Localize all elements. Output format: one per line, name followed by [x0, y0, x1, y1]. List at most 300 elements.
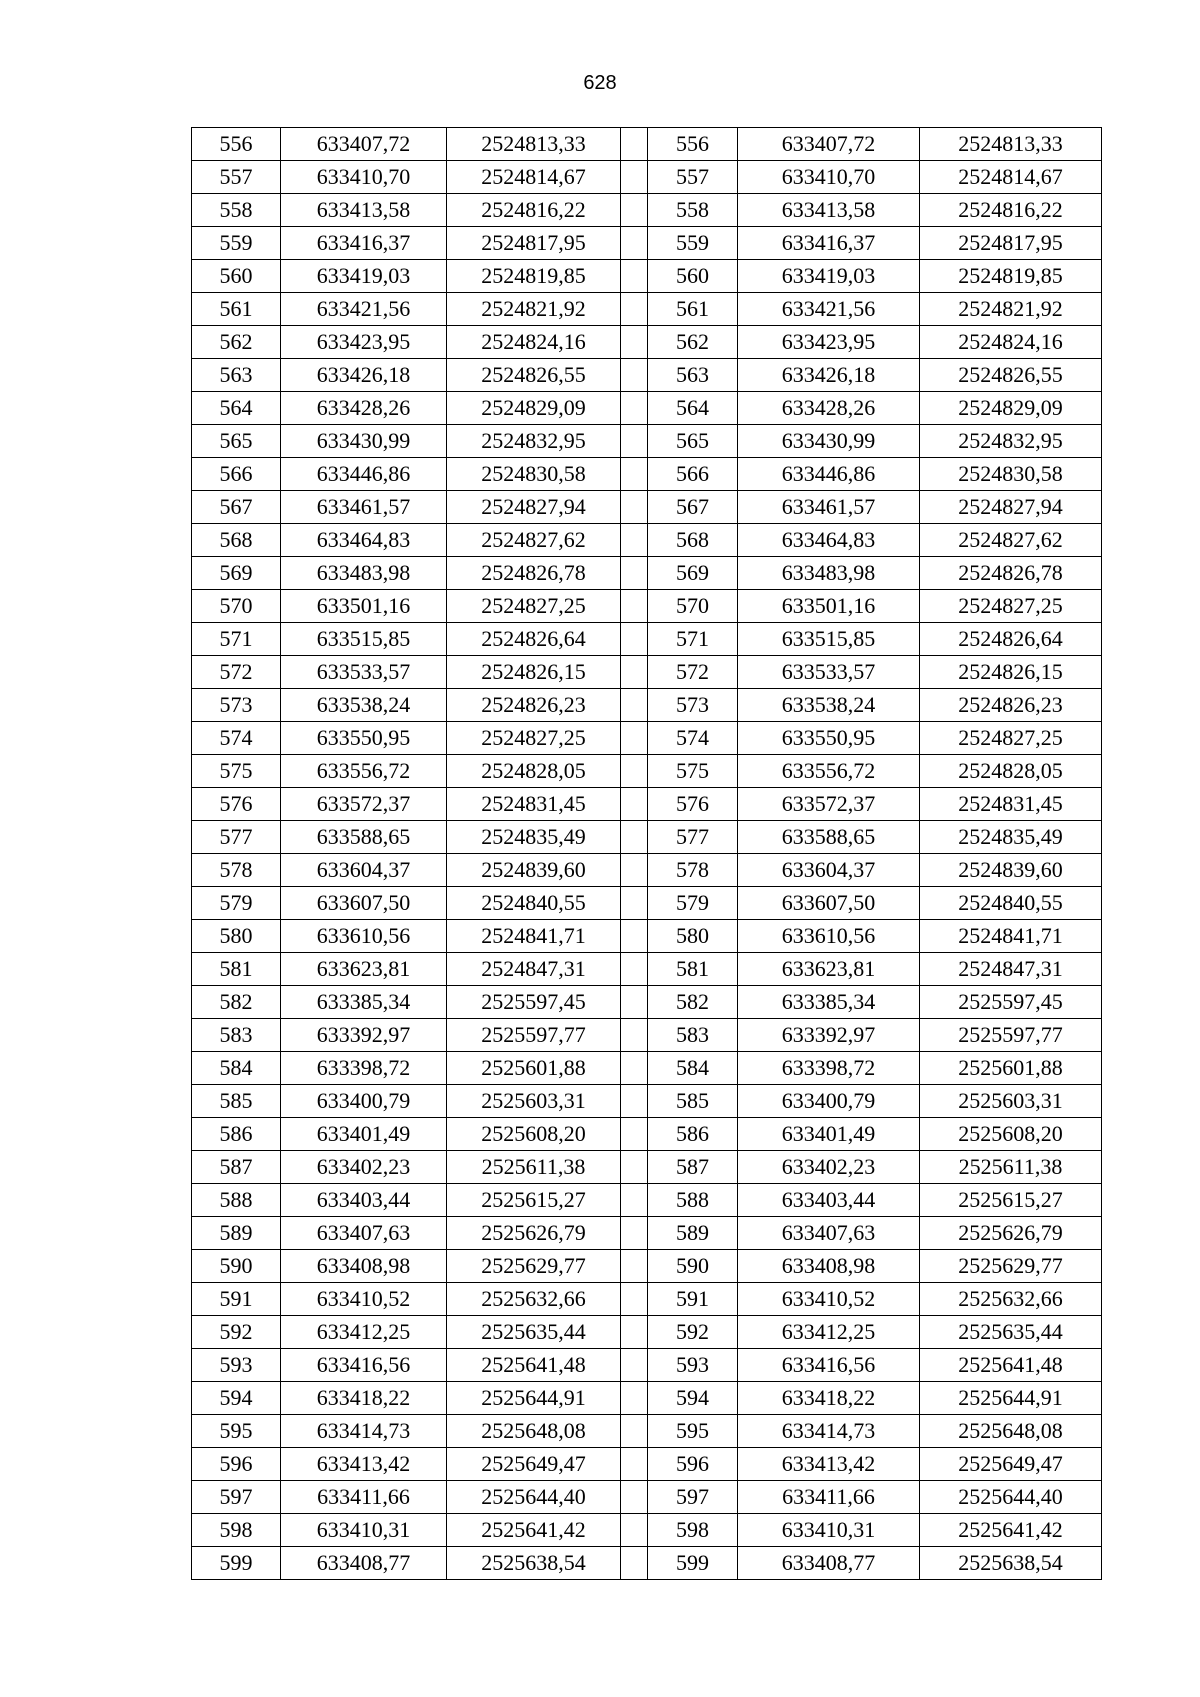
y-coordinate-left: 2524814,67 — [447, 161, 621, 194]
table-row — [192, 854, 1102, 887]
point-number-right: 573 — [648, 689, 738, 722]
x-coordinate-left: 633556,72 — [281, 755, 447, 788]
table-row — [192, 1019, 1102, 1052]
point-number-right: 589 — [648, 1217, 738, 1250]
point-number-left: 572 — [192, 656, 281, 689]
y-coordinate-left: 2524841,71 — [447, 920, 621, 953]
table-row — [192, 524, 1102, 557]
point-number-left: 574 — [192, 722, 281, 755]
table-row — [192, 1514, 1102, 1547]
y-coordinate-left: 2524831,45 — [447, 788, 621, 821]
y-coordinate-right: 2524819,85 — [920, 260, 1102, 293]
x-coordinate-right: 633464,83 — [738, 524, 920, 557]
x-coordinate-right: 633410,52 — [738, 1283, 920, 1316]
point-number-right: 563 — [648, 359, 738, 392]
x-coordinate-right: 633419,03 — [738, 260, 920, 293]
x-coordinate-right: 633401,49 — [738, 1118, 920, 1151]
point-number-left: 560 — [192, 260, 281, 293]
x-coordinate-left: 633411,66 — [281, 1481, 447, 1514]
table-row — [192, 821, 1102, 854]
point-number-right: 574 — [648, 722, 738, 755]
separator-cell — [621, 821, 648, 854]
y-coordinate-left: 2524826,15 — [447, 656, 621, 689]
point-number-right: 570 — [648, 590, 738, 623]
point-number-right: 590 — [648, 1250, 738, 1283]
y-coordinate-right: 2524817,95 — [920, 227, 1102, 260]
y-coordinate-left: 2524827,62 — [447, 524, 621, 557]
table-row — [192, 788, 1102, 821]
table-row — [192, 920, 1102, 953]
x-coordinate-right: 633414,73 — [738, 1415, 920, 1448]
y-coordinate-right: 2525608,20 — [920, 1118, 1102, 1151]
point-number-left: 599 — [192, 1547, 281, 1580]
y-coordinate-left: 2525629,77 — [447, 1250, 621, 1283]
table-row — [192, 689, 1102, 722]
x-coordinate-left: 633588,65 — [281, 821, 447, 854]
x-coordinate-right: 633588,65 — [738, 821, 920, 854]
point-number-right: 587 — [648, 1151, 738, 1184]
y-coordinate-left: 2525603,31 — [447, 1085, 621, 1118]
separator-cell — [621, 1085, 648, 1118]
y-coordinate-right: 2524847,31 — [920, 953, 1102, 986]
x-coordinate-right: 633421,56 — [738, 293, 920, 326]
y-coordinate-left: 2525635,44 — [447, 1316, 621, 1349]
table-row — [192, 1481, 1102, 1514]
point-number-right: 583 — [648, 1019, 738, 1052]
point-number-left: 565 — [192, 425, 281, 458]
y-coordinate-right: 2524829,09 — [920, 392, 1102, 425]
y-coordinate-right: 2524827,62 — [920, 524, 1102, 557]
point-number-left: 570 — [192, 590, 281, 623]
x-coordinate-right: 633610,56 — [738, 920, 920, 953]
y-coordinate-right: 2525603,31 — [920, 1085, 1102, 1118]
y-coordinate-right: 2524840,55 — [920, 887, 1102, 920]
point-number-right: 577 — [648, 821, 738, 854]
point-number-right: 580 — [648, 920, 738, 953]
x-coordinate-left: 633464,83 — [281, 524, 447, 557]
table-row — [192, 623, 1102, 656]
coordinates-table — [191, 127, 1102, 1580]
separator-cell — [621, 1283, 648, 1316]
x-coordinate-left: 633412,25 — [281, 1316, 447, 1349]
point-number-left: 562 — [192, 326, 281, 359]
y-coordinate-left: 2524826,23 — [447, 689, 621, 722]
x-coordinate-left: 633515,85 — [281, 623, 447, 656]
point-number-right: 568 — [648, 524, 738, 557]
point-number-left: 586 — [192, 1118, 281, 1151]
separator-cell — [621, 425, 648, 458]
x-coordinate-right: 633407,72 — [738, 128, 920, 161]
x-coordinate-right: 633604,37 — [738, 854, 920, 887]
point-number-left: 584 — [192, 1052, 281, 1085]
separator-cell — [621, 293, 648, 326]
point-number-right: 562 — [648, 326, 738, 359]
x-coordinate-left: 633572,37 — [281, 788, 447, 821]
table-row — [192, 392, 1102, 425]
y-coordinate-left: 2524829,09 — [447, 392, 621, 425]
y-coordinate-right: 2525629,77 — [920, 1250, 1102, 1283]
x-coordinate-left: 633402,23 — [281, 1151, 447, 1184]
point-number-right: 595 — [648, 1415, 738, 1448]
point-number-right: 582 — [648, 986, 738, 1019]
x-coordinate-right: 633408,77 — [738, 1547, 920, 1580]
x-coordinate-right: 633403,44 — [738, 1184, 920, 1217]
separator-cell — [621, 227, 648, 260]
x-coordinate-right: 633430,99 — [738, 425, 920, 458]
x-coordinate-right: 633416,37 — [738, 227, 920, 260]
x-coordinate-right: 633413,58 — [738, 194, 920, 227]
point-number-right: 571 — [648, 623, 738, 656]
y-coordinate-right: 2525635,44 — [920, 1316, 1102, 1349]
y-coordinate-left: 2524819,85 — [447, 260, 621, 293]
x-coordinate-right: 633461,57 — [738, 491, 920, 524]
x-coordinate-right: 633392,97 — [738, 1019, 920, 1052]
separator-cell — [621, 722, 648, 755]
x-coordinate-right: 633407,63 — [738, 1217, 920, 1250]
x-coordinate-right: 633446,86 — [738, 458, 920, 491]
x-coordinate-left: 633430,99 — [281, 425, 447, 458]
y-coordinate-left: 2524826,64 — [447, 623, 621, 656]
x-coordinate-left: 633410,70 — [281, 161, 447, 194]
table-row — [192, 227, 1102, 260]
x-coordinate-left: 633400,79 — [281, 1085, 447, 1118]
point-number-right: 566 — [648, 458, 738, 491]
y-coordinate-right: 2525648,08 — [920, 1415, 1102, 1448]
table-row — [192, 1448, 1102, 1481]
x-coordinate-left: 633446,86 — [281, 458, 447, 491]
y-coordinate-left: 2524816,22 — [447, 194, 621, 227]
point-number-right: 564 — [648, 392, 738, 425]
point-number-left: 558 — [192, 194, 281, 227]
x-coordinate-left: 633501,16 — [281, 590, 447, 623]
table-row — [192, 491, 1102, 524]
table-row — [192, 1250, 1102, 1283]
y-coordinate-right: 2524827,94 — [920, 491, 1102, 524]
point-number-right: 593 — [648, 1349, 738, 1382]
y-coordinate-right: 2524814,67 — [920, 161, 1102, 194]
y-coordinate-left: 2524828,05 — [447, 755, 621, 788]
point-number-left: 569 — [192, 557, 281, 590]
point-number-left: 577 — [192, 821, 281, 854]
y-coordinate-left: 2525649,47 — [447, 1448, 621, 1481]
x-coordinate-right: 633533,57 — [738, 656, 920, 689]
point-number-left: 579 — [192, 887, 281, 920]
table-row — [192, 1217, 1102, 1250]
x-coordinate-left: 633604,37 — [281, 854, 447, 887]
y-coordinate-right: 2524826,15 — [920, 656, 1102, 689]
x-coordinate-left: 633483,98 — [281, 557, 447, 590]
separator-cell — [621, 260, 648, 293]
separator-cell — [621, 887, 648, 920]
x-coordinate-right: 633556,72 — [738, 755, 920, 788]
point-number-right: 586 — [648, 1118, 738, 1151]
table-row — [192, 1184, 1102, 1217]
y-coordinate-left: 2524827,94 — [447, 491, 621, 524]
point-number-right: 592 — [648, 1316, 738, 1349]
y-coordinate-left: 2525638,54 — [447, 1547, 621, 1580]
x-coordinate-left: 633416,37 — [281, 227, 447, 260]
separator-cell — [621, 1382, 648, 1415]
table-row — [192, 458, 1102, 491]
point-number-left: 593 — [192, 1349, 281, 1382]
y-coordinate-right: 2525638,54 — [920, 1547, 1102, 1580]
y-coordinate-left: 2525597,77 — [447, 1019, 621, 1052]
table-row — [192, 986, 1102, 1019]
separator-cell — [621, 590, 648, 623]
point-number-right: 556 — [648, 128, 738, 161]
y-coordinate-right: 2524827,25 — [920, 590, 1102, 623]
x-coordinate-right: 633418,22 — [738, 1382, 920, 1415]
x-coordinate-right: 633572,37 — [738, 788, 920, 821]
separator-cell — [621, 623, 648, 656]
y-coordinate-left: 2524826,55 — [447, 359, 621, 392]
separator-cell — [621, 953, 648, 986]
point-number-left: 571 — [192, 623, 281, 656]
separator-cell — [621, 689, 648, 722]
y-coordinate-left: 2524827,25 — [447, 590, 621, 623]
separator-cell — [621, 656, 648, 689]
point-number-right: 557 — [648, 161, 738, 194]
table-row — [192, 293, 1102, 326]
x-coordinate-left: 633392,97 — [281, 1019, 447, 1052]
table-row — [192, 887, 1102, 920]
x-coordinate-right: 633385,34 — [738, 986, 920, 1019]
x-coordinate-left: 633419,03 — [281, 260, 447, 293]
point-number-right: 576 — [648, 788, 738, 821]
table-row — [192, 557, 1102, 590]
point-number-right: 597 — [648, 1481, 738, 1514]
point-number-left: 597 — [192, 1481, 281, 1514]
separator-cell — [621, 1448, 648, 1481]
point-number-left: 582 — [192, 986, 281, 1019]
point-number-right: 560 — [648, 260, 738, 293]
x-coordinate-left: 633538,24 — [281, 689, 447, 722]
point-number-right: 594 — [648, 1382, 738, 1415]
y-coordinate-right: 2525649,47 — [920, 1448, 1102, 1481]
y-coordinate-left: 2525626,79 — [447, 1217, 621, 1250]
table-row — [192, 590, 1102, 623]
point-number-left: 566 — [192, 458, 281, 491]
x-coordinate-left: 633385,34 — [281, 986, 447, 1019]
separator-cell — [621, 920, 648, 953]
point-number-left: 576 — [192, 788, 281, 821]
x-coordinate-right: 633402,23 — [738, 1151, 920, 1184]
y-coordinate-left: 2525644,91 — [447, 1382, 621, 1415]
x-coordinate-left: 633533,57 — [281, 656, 447, 689]
x-coordinate-left: 633421,56 — [281, 293, 447, 326]
y-coordinate-right: 2525644,91 — [920, 1382, 1102, 1415]
point-number-right: 581 — [648, 953, 738, 986]
separator-cell — [621, 1316, 648, 1349]
x-coordinate-left: 633413,58 — [281, 194, 447, 227]
x-coordinate-left: 633416,56 — [281, 1349, 447, 1382]
y-coordinate-right: 2525601,88 — [920, 1052, 1102, 1085]
y-coordinate-right: 2524839,60 — [920, 854, 1102, 887]
x-coordinate-right: 633410,70 — [738, 161, 920, 194]
point-number-right: 598 — [648, 1514, 738, 1547]
x-coordinate-left: 633407,72 — [281, 128, 447, 161]
y-coordinate-right: 2524826,55 — [920, 359, 1102, 392]
point-number-left: 573 — [192, 689, 281, 722]
table-row — [192, 722, 1102, 755]
x-coordinate-left: 633623,81 — [281, 953, 447, 986]
separator-cell — [621, 128, 648, 161]
x-coordinate-right: 633413,42 — [738, 1448, 920, 1481]
separator-cell — [621, 1547, 648, 1580]
separator-cell — [621, 854, 648, 887]
y-coordinate-right: 2525632,66 — [920, 1283, 1102, 1316]
point-number-left: 568 — [192, 524, 281, 557]
y-coordinate-right: 2524841,71 — [920, 920, 1102, 953]
x-coordinate-right: 633623,81 — [738, 953, 920, 986]
point-number-left: 581 — [192, 953, 281, 986]
x-coordinate-left: 633461,57 — [281, 491, 447, 524]
separator-cell — [621, 788, 648, 821]
y-coordinate-left: 2524835,49 — [447, 821, 621, 854]
x-coordinate-left: 633610,56 — [281, 920, 447, 953]
table-row — [192, 1382, 1102, 1415]
table-row — [192, 425, 1102, 458]
table-row — [192, 194, 1102, 227]
x-coordinate-right: 633501,16 — [738, 590, 920, 623]
x-coordinate-left: 633418,22 — [281, 1382, 447, 1415]
separator-cell — [621, 1217, 648, 1250]
y-coordinate-right: 2524832,95 — [920, 425, 1102, 458]
point-number-right: 569 — [648, 557, 738, 590]
separator-cell — [621, 491, 648, 524]
table-row — [192, 1415, 1102, 1448]
y-coordinate-right: 2525611,38 — [920, 1151, 1102, 1184]
point-number-left: 592 — [192, 1316, 281, 1349]
point-number-right: 567 — [648, 491, 738, 524]
point-number-left: 585 — [192, 1085, 281, 1118]
separator-cell — [621, 161, 648, 194]
y-coordinate-left: 2524847,31 — [447, 953, 621, 986]
y-coordinate-left: 2525601,88 — [447, 1052, 621, 1085]
x-coordinate-right: 633426,18 — [738, 359, 920, 392]
y-coordinate-right: 2524826,23 — [920, 689, 1102, 722]
x-coordinate-left: 633550,95 — [281, 722, 447, 755]
x-coordinate-right: 633408,98 — [738, 1250, 920, 1283]
point-number-right: 575 — [648, 755, 738, 788]
separator-cell — [621, 557, 648, 590]
y-coordinate-left: 2525615,27 — [447, 1184, 621, 1217]
page-number: 628 — [583, 72, 617, 94]
y-coordinate-left: 2525641,42 — [447, 1514, 621, 1547]
y-coordinate-right: 2524835,49 — [920, 821, 1102, 854]
y-coordinate-right: 2525641,42 — [920, 1514, 1102, 1547]
point-number-right: 584 — [648, 1052, 738, 1085]
y-coordinate-left: 2525608,20 — [447, 1118, 621, 1151]
table-row — [192, 326, 1102, 359]
x-coordinate-left: 633607,50 — [281, 887, 447, 920]
point-number-left: 590 — [192, 1250, 281, 1283]
point-number-left: 557 — [192, 161, 281, 194]
separator-cell — [621, 1019, 648, 1052]
y-coordinate-left: 2524821,92 — [447, 293, 621, 326]
y-coordinate-right: 2524831,45 — [920, 788, 1102, 821]
table-row — [192, 260, 1102, 293]
x-coordinate-left: 633403,44 — [281, 1184, 447, 1217]
separator-cell — [621, 392, 648, 425]
point-number-left: 594 — [192, 1382, 281, 1415]
separator-cell — [621, 1415, 648, 1448]
x-coordinate-right: 633515,85 — [738, 623, 920, 656]
point-number-left: 591 — [192, 1283, 281, 1316]
separator-cell — [621, 326, 648, 359]
separator-cell — [621, 986, 648, 1019]
point-number-right: 565 — [648, 425, 738, 458]
separator-cell — [621, 1514, 648, 1547]
y-coordinate-right: 2525626,79 — [920, 1217, 1102, 1250]
y-coordinate-left: 2524830,58 — [447, 458, 621, 491]
separator-cell — [621, 1052, 648, 1085]
y-coordinate-left: 2524839,60 — [447, 854, 621, 887]
point-number-left: 561 — [192, 293, 281, 326]
x-coordinate-left: 633423,95 — [281, 326, 447, 359]
y-coordinate-left: 2524827,25 — [447, 722, 621, 755]
point-number-right: 596 — [648, 1448, 738, 1481]
y-coordinate-left: 2525644,40 — [447, 1481, 621, 1514]
x-coordinate-right: 633412,25 — [738, 1316, 920, 1349]
x-coordinate-left: 633410,52 — [281, 1283, 447, 1316]
point-number-right: 561 — [648, 293, 738, 326]
x-coordinate-left: 633408,77 — [281, 1547, 447, 1580]
point-number-right: 559 — [648, 227, 738, 260]
point-number-left: 588 — [192, 1184, 281, 1217]
table-row — [192, 1052, 1102, 1085]
y-coordinate-right: 2524827,25 — [920, 722, 1102, 755]
table-row — [192, 128, 1102, 161]
y-coordinate-left: 2524840,55 — [447, 887, 621, 920]
table-row — [192, 755, 1102, 788]
point-number-left: 563 — [192, 359, 281, 392]
table-row — [192, 953, 1102, 986]
separator-cell — [621, 1481, 648, 1514]
table-row — [192, 1151, 1102, 1184]
y-coordinate-left: 2524832,95 — [447, 425, 621, 458]
point-number-left: 596 — [192, 1448, 281, 1481]
y-coordinate-right: 2525597,77 — [920, 1019, 1102, 1052]
y-coordinate-left: 2525611,38 — [447, 1151, 621, 1184]
point-number-right: 588 — [648, 1184, 738, 1217]
y-coordinate-left: 2524826,78 — [447, 557, 621, 590]
table-row — [192, 359, 1102, 392]
point-number-right: 578 — [648, 854, 738, 887]
point-number-left: 589 — [192, 1217, 281, 1250]
separator-cell — [621, 194, 648, 227]
x-coordinate-right: 633398,72 — [738, 1052, 920, 1085]
x-coordinate-left: 633407,63 — [281, 1217, 447, 1250]
point-number-left: 556 — [192, 128, 281, 161]
separator-cell — [621, 1250, 648, 1283]
y-coordinate-left: 2525632,66 — [447, 1283, 621, 1316]
separator-cell — [621, 1151, 648, 1184]
y-coordinate-right: 2524830,58 — [920, 458, 1102, 491]
separator-cell — [621, 458, 648, 491]
x-coordinate-left: 633428,26 — [281, 392, 447, 425]
table-row — [192, 656, 1102, 689]
x-coordinate-left: 633408,98 — [281, 1250, 447, 1283]
separator-cell — [621, 1349, 648, 1382]
y-coordinate-right: 2524813,33 — [920, 128, 1102, 161]
table-row — [192, 1547, 1102, 1580]
separator-cell — [621, 1184, 648, 1217]
y-coordinate-right: 2524824,16 — [920, 326, 1102, 359]
y-coordinate-right: 2525597,45 — [920, 986, 1102, 1019]
y-coordinate-left: 2524824,16 — [447, 326, 621, 359]
x-coordinate-right: 633410,31 — [738, 1514, 920, 1547]
